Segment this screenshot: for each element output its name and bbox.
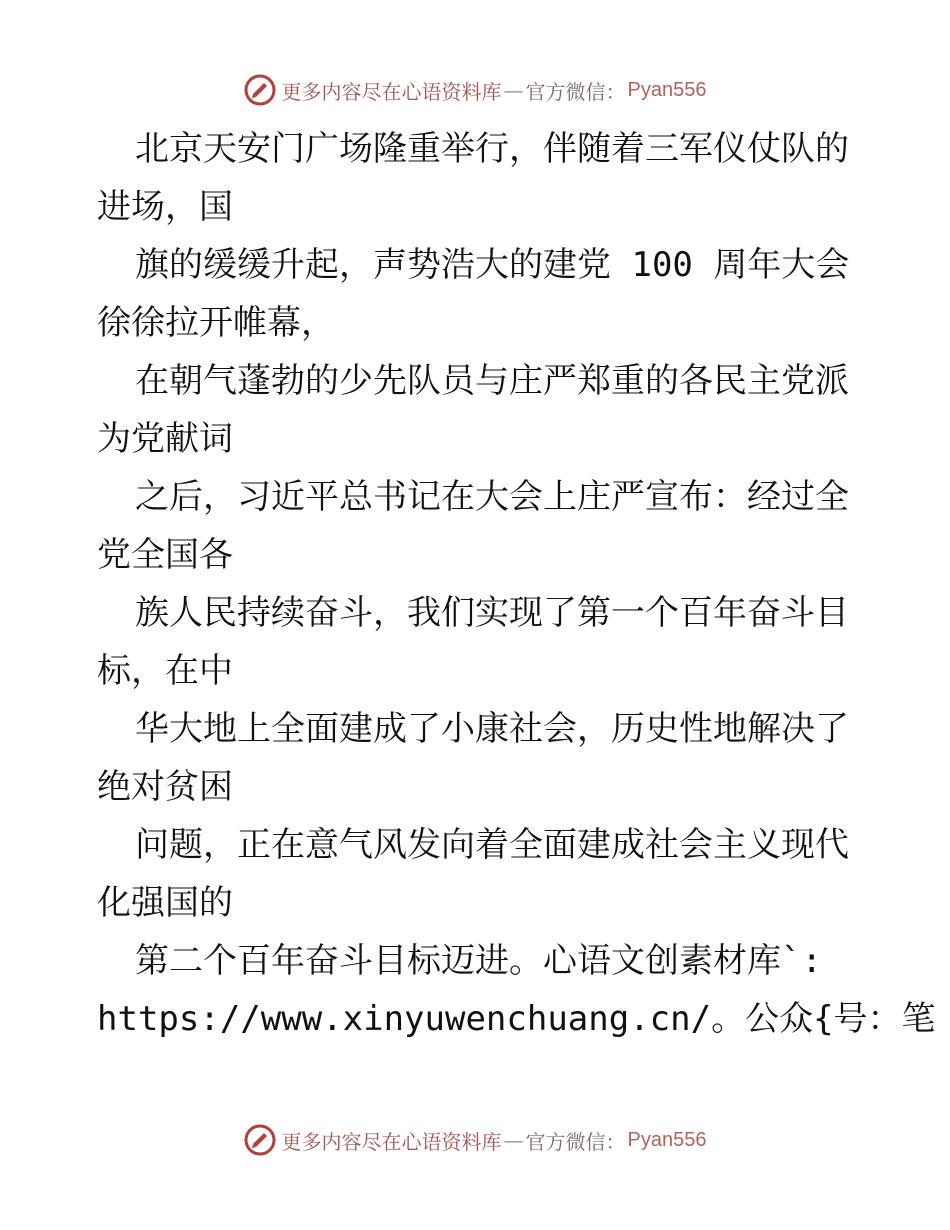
footer-wechat-label: 官方微信： — [525, 1129, 626, 1154]
logo-icon — [244, 74, 276, 106]
header-watermark-banner — [0, 70, 950, 110]
text-line: 标，在中 — [97, 651, 233, 691]
text-line: 进场，国 — [97, 187, 233, 227]
footer-promo-text: 更多内容尽在心语资料库 — [281, 1129, 502, 1154]
text-line: 族人民持续奋斗，我们实现了第一个百年奋斗目 — [135, 593, 849, 633]
text-line: 旗的缓缓升起，声势浩大的建党 100 周年大会 — [135, 245, 850, 285]
text-line: 化强国的 — [97, 883, 233, 923]
header-wechat-label: 官方微信： — [525, 79, 626, 104]
header-promo-text: 更多内容尽在心语资料库 — [281, 79, 502, 104]
text-line: 徐徐拉开帷幕， — [97, 303, 335, 343]
text-line: 华大地上全面建成了小康社会，历史性地解决了 — [135, 709, 849, 749]
text-line: 党全国各 — [97, 535, 233, 575]
footer-wechat-handle: Pyan556 — [627, 1128, 707, 1151]
footer-separator: — — [503, 1128, 524, 1152]
text-line: 为党献词 — [97, 419, 233, 459]
text-line: https://www.xinyuwenchuang.cn/。公众{号：笔 — [97, 999, 936, 1039]
footer-watermark-banner — [0, 1120, 950, 1160]
logo-icon — [244, 1124, 276, 1156]
text-line: 在朝气蓬勃的少先队员与庄严郑重的各民主党派 — [135, 361, 849, 401]
text-line: 北京天安门广场隆重举行，伴随着三军仪仗队的 — [135, 129, 849, 169]
header-separator: — — [503, 78, 524, 102]
text-line: 问题，正在意气风发向着全面建成社会主义现代 — [135, 825, 849, 865]
text-line: 之后，习近平总书记在大会上庄严宣布：经过全 — [135, 477, 849, 517]
text-line: 绝对贫困 — [97, 767, 233, 807]
text-line: 第二个百年奋斗目标迈进。心语文创素材库`: — [135, 941, 822, 981]
header-wechat-handle: Pyan556 — [627, 78, 707, 101]
document-body — [97, 120, 936, 1048]
